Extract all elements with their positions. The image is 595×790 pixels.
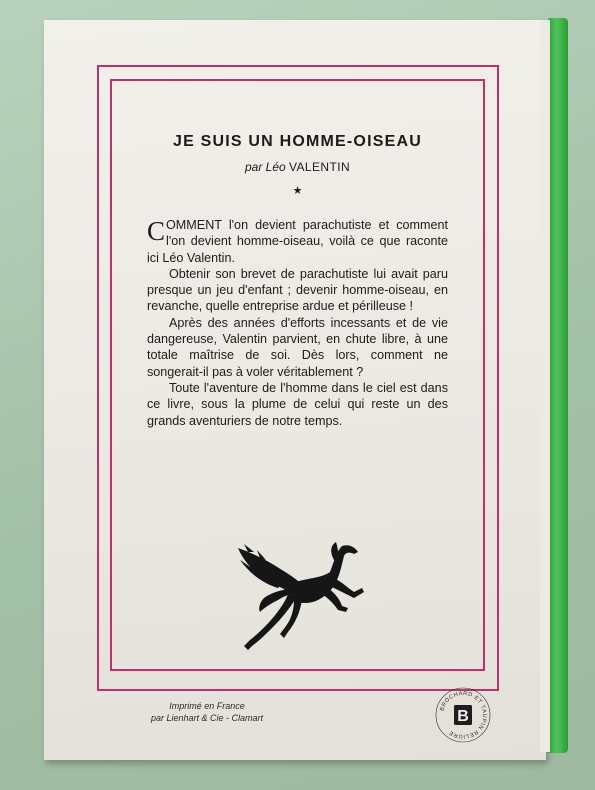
drop-cap: C bbox=[147, 216, 166, 246]
blurb-paragraph: Après des années d'efforts incessants et de vie dangereuse, Valentin parvient, en chute libre, à une totale maîtrise de soi. Dès lors, comment ne songerait-il pas à voler véritablement ? bbox=[147, 315, 448, 379]
binder-ring-text: BROCHARD ET TAUPIN RELIURE bbox=[439, 690, 488, 740]
blurb-paragraph-1-text: OMMENT l'on devient parachutiste et comment l'on devient homme-oiseau, voilà ce que raconte ici Léo Valentin. bbox=[147, 218, 448, 265]
author-prefix: par Léo bbox=[244, 160, 286, 174]
imprint-line: par Lienhart & Cie - Clamart bbox=[150, 713, 264, 723]
imprint-note bbox=[107, 700, 307, 724]
star-ornament: ★ bbox=[292, 185, 303, 197]
cover-edge bbox=[540, 20, 550, 752]
author-line bbox=[110, 160, 485, 174]
binder-monogram: B bbox=[457, 708, 469, 725]
blurb-paragraph: Obtenir son brevet de parachutiste lui avait paru presque un jeu d'enfant ; devenir homme-oiseau, en revanche, quelle entreprise ardue et périlleuse ! bbox=[147, 266, 448, 314]
book-title: JE SUIS UN HOMME-OISEAU bbox=[173, 133, 422, 150]
binder-seal-icon bbox=[434, 686, 492, 744]
author-name: VALENTIN bbox=[289, 160, 351, 174]
book-spine bbox=[548, 18, 568, 753]
blurb-paragraph: Toute l'aventure de l'homme dans le ciel est dans ce livre, sous la plume de celui qui reste un des grands aventuriers de notre temps. bbox=[147, 380, 448, 428]
blurb-text bbox=[147, 217, 448, 429]
blurb-paragraph bbox=[147, 217, 448, 266]
imprint-line: Imprimé en France bbox=[169, 701, 245, 711]
pegasus-icon bbox=[230, 538, 370, 656]
